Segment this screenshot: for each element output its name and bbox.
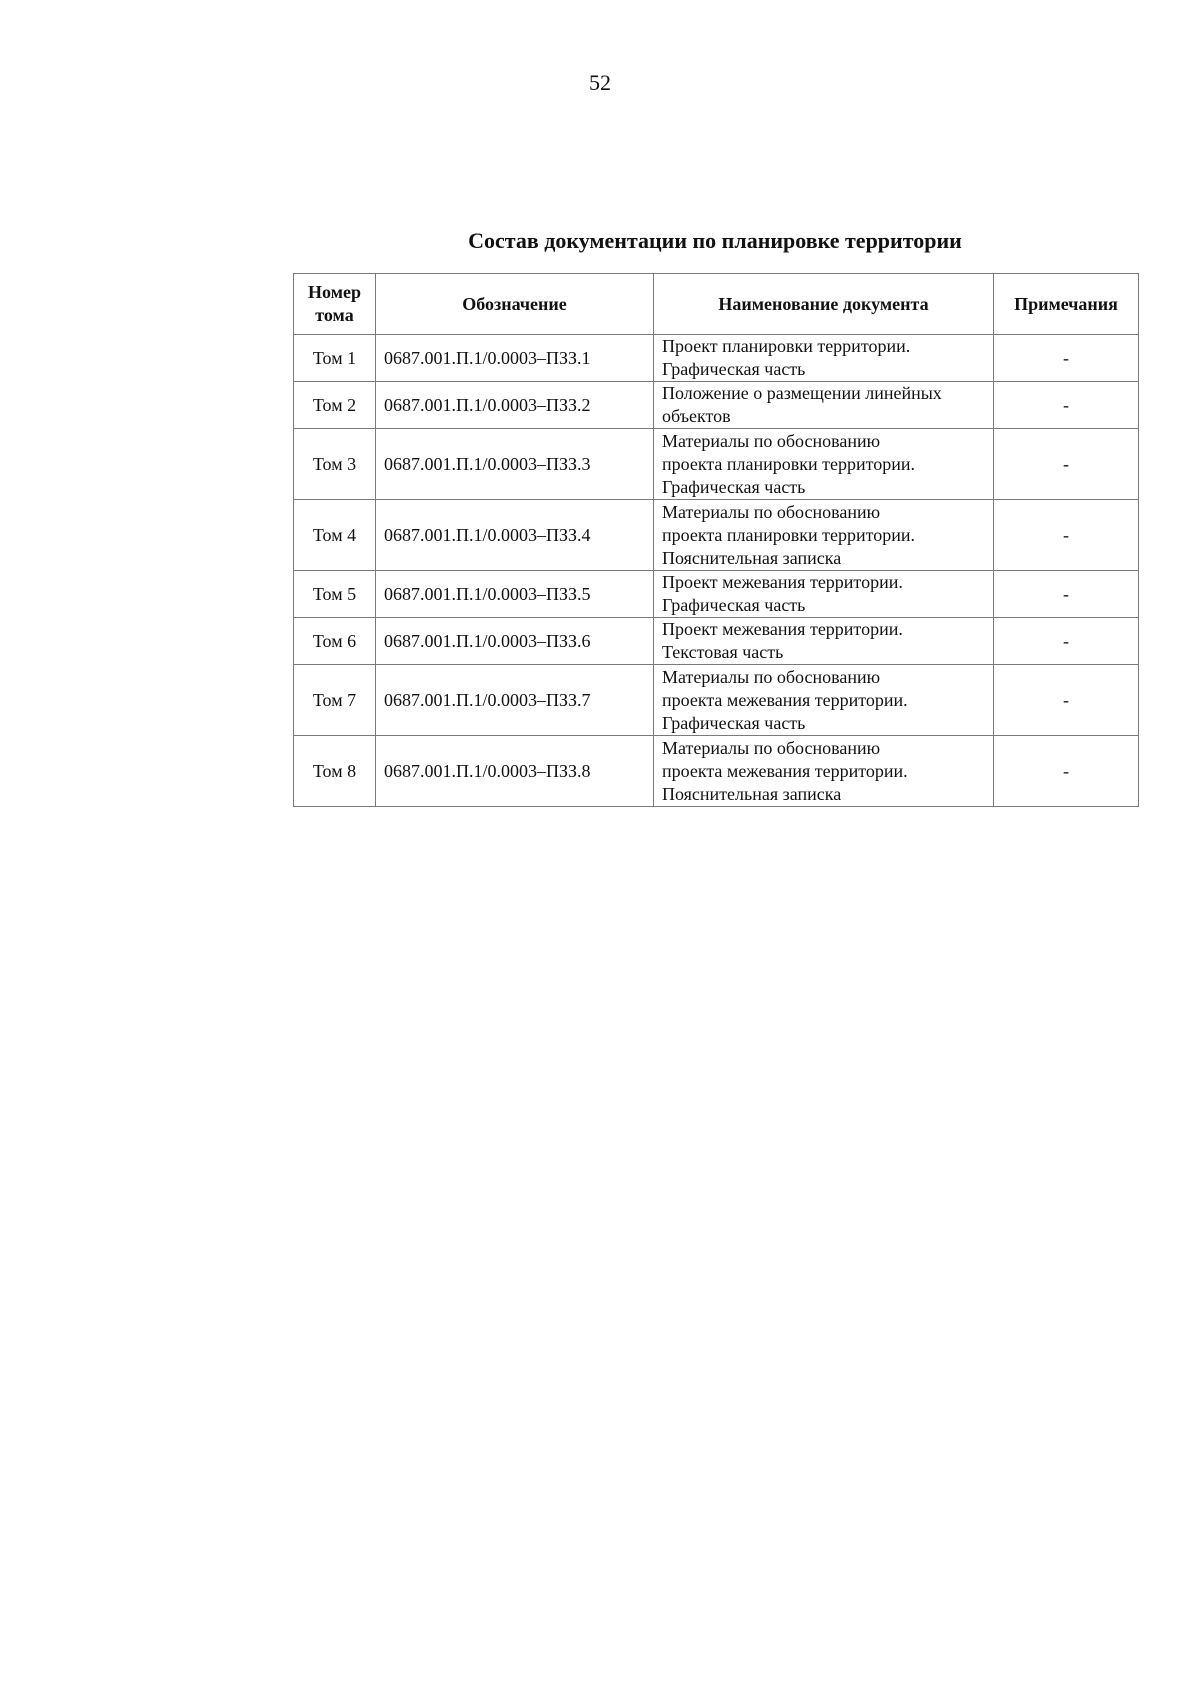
document-name-line: проекта межевания территории. — [662, 689, 908, 710]
document-name-line: проекта планировки территории. — [662, 453, 916, 474]
notes-cell: - — [994, 736, 1139, 807]
designation-cell: 0687.001.П.1/0.0003–ПЗЗ.2 — [376, 382, 654, 429]
document-name-line: проекта межевания территории. — [662, 760, 908, 781]
document-name-line: Материалы по обоснованию — [662, 666, 881, 687]
volume-number-cell: Том 8 — [294, 736, 376, 807]
header-designation: Обозначение — [376, 274, 654, 335]
document-name-cell — [654, 335, 994, 382]
designation-cell: 0687.001.П.1/0.0003–ПЗЗ.6 — [376, 618, 654, 665]
document-name-cell — [654, 665, 994, 736]
header-volume-line1: Номер — [308, 282, 361, 302]
document-name-line: Текстовая часть — [662, 642, 784, 662]
document-name-line: Материалы по обоснованию — [662, 501, 881, 522]
notes-cell: - — [994, 618, 1139, 665]
document-name-line: объектов — [662, 406, 731, 426]
header-notes: Примечания — [994, 274, 1139, 335]
document-name-cell — [654, 429, 994, 500]
table-row — [294, 665, 1139, 736]
document-name-line: Проект планировки территории. — [662, 336, 911, 356]
document-name-cell — [654, 382, 994, 429]
document-name-line: Проект межевания территории. — [662, 619, 903, 639]
document-name-line: Пояснительная записка — [662, 547, 842, 568]
document-name-cell — [654, 500, 994, 571]
table-row — [294, 382, 1139, 429]
document-name-line: Графическая часть — [662, 359, 806, 379]
volume-number-cell: Том 3 — [294, 429, 376, 500]
document-name-line: Графическая часть — [662, 476, 806, 497]
notes-cell: - — [994, 429, 1139, 500]
volume-number-cell: Том 6 — [294, 618, 376, 665]
volume-number-cell: Том 5 — [294, 571, 376, 618]
document-name-line: проекта планировки территории. — [662, 524, 916, 545]
designation-cell: 0687.001.П.1/0.0003–ПЗЗ.4 — [376, 500, 654, 571]
document-name-line: Материалы по обоснованию — [662, 430, 881, 451]
designation-cell: 0687.001.П.1/0.0003–ПЗЗ.8 — [376, 736, 654, 807]
documentation-table — [293, 273, 1139, 807]
document-name-line: Проект межевания территории. — [662, 572, 903, 592]
table-row — [294, 571, 1139, 618]
document-name-cell — [654, 618, 994, 665]
table-row — [294, 618, 1139, 665]
document-name-line: Графическая часть — [662, 712, 806, 733]
document-name-line: Положение о размещении линейных — [662, 383, 942, 403]
document-name-line: Графическая часть — [662, 595, 806, 615]
document-title: Состав документации по планировке территории — [468, 228, 962, 253]
table-row — [294, 429, 1139, 500]
table-row — [294, 736, 1139, 807]
notes-cell: - — [994, 382, 1139, 429]
notes-cell: - — [994, 665, 1139, 736]
notes-cell: - — [994, 335, 1139, 382]
page-number: 52 — [589, 70, 611, 95]
designation-cell: 0687.001.П.1/0.0003–ПЗЗ.3 — [376, 429, 654, 500]
document-name-cell — [654, 571, 994, 618]
notes-cell: - — [994, 500, 1139, 571]
header-volume-line2: тома — [315, 305, 354, 325]
header-document-name: Наименование документа — [654, 274, 994, 335]
designation-cell: 0687.001.П.1/0.0003–ПЗЗ.7 — [376, 665, 654, 736]
document-name-cell — [654, 736, 994, 807]
table-body — [294, 335, 1139, 807]
table-row — [294, 500, 1139, 571]
volume-number-cell: Том 4 — [294, 500, 376, 571]
table-row — [294, 335, 1139, 382]
document-name-line: Пояснительная записка — [662, 783, 842, 804]
designation-cell: 0687.001.П.1/0.0003–ПЗЗ.1 — [376, 335, 654, 382]
volume-number-cell: Том 7 — [294, 665, 376, 736]
volume-number-cell: Том 1 — [294, 335, 376, 382]
designation-cell: 0687.001.П.1/0.0003–ПЗЗ.5 — [376, 571, 654, 618]
document-name-line: Материалы по обоснованию — [662, 737, 881, 758]
notes-cell: - — [994, 571, 1139, 618]
volume-number-cell: Том 2 — [294, 382, 376, 429]
table-header-row — [294, 274, 1139, 335]
header-volume-number — [294, 274, 376, 335]
table-header — [294, 274, 1139, 335]
